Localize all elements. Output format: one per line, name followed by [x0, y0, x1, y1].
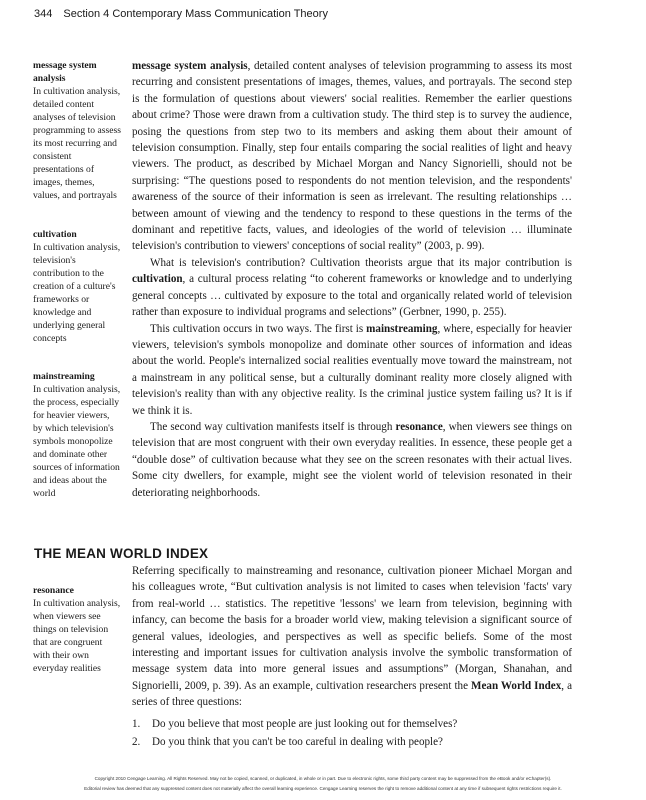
margin-note-resonance [33, 584, 121, 675]
margin-note-mainstreaming [33, 370, 121, 500]
paragraph-text: The second way cultivation manifests itself is through [150, 420, 396, 433]
paragraph-message-system-analysis [132, 58, 572, 255]
paragraph-text: , detailed content analyses of television programming to assess its most recurring and consistent presentations of images, themes, values, and portrayals. The second step is the formulation of questions about viewers' social realities. Remember the earlier questions about crime? Those were drawn from a cultivation study. The third step is to survey the audience, posing the questions from step two to its members and asking them about their amount of television consumption. Finally, step four entails comparing the social realities of light and heavy viewers. The product, as described by Michael Morgan and Nancy Signorielli, should not be surprising: “The questions posed to respondents do not mention television, and the respondents' awareness of the source of their information is seen as irrelevant. The resulting relationships … between amount of viewing and the tendency to respond to these questions in the terms of the dominant and repetitive facts, values, and ideologies of the world of television … illuminate television's contribution to viewers' conceptions of social reality” (2003, p. 99). [132, 60, 572, 253]
margin-note-term: resonance [33, 585, 74, 596]
copyright-notice: Copyright 2010 Cengage Learning. All Rights Reserved. May not be copied, scanned, or duplicated, in whole or in part. Due to electronic rights, some third party content may be suppressed from the eBook and/or eChapter(s). [94, 776, 552, 781]
margin-note-term: cultivation [33, 229, 77, 240]
paragraph-text: Referring specifically to mainstreaming and resonance, cultivation pioneer Michael Morgan and his colleagues wrote, “But cultivation analysis is not limited to cases when television 'facts' vary from real-world … statistics. The repetitive 'lessons' we learn from television, beginning with infancy, can become the basis for a broader world view, making television a significant source of general values, ideologies, and perspectives as well as specific beliefs. Some of the most interesting and important issues for cultivation analysis involve the symbolic transformation of message system data into more general issues and assumptions” (Morgan, Shanahan, and Signorielli, 2009, p. 39). As an example, cultivation researchers present the [132, 565, 572, 692]
paragraph-mean-world-index [132, 563, 572, 711]
paragraph-text: What is television's contribution? Cultivation theorists argue that its major contribution is [150, 256, 572, 269]
mean-world-questions [132, 716, 572, 751]
margin-note-cultivation [33, 228, 121, 345]
margin-note-definition: In cultivation analysis, when viewers see things on television that are congruent with their own everyday realities [33, 598, 121, 674]
section-body-text [132, 563, 572, 711]
list-item-text: Do you believe that most people are just looking out for themselves? [152, 718, 458, 730]
list-number: 2. [132, 735, 141, 748]
key-term: cultivation [132, 273, 183, 286]
key-term: mainstreaming [366, 322, 438, 335]
list-item-text: Do you think that you can't be too careful in dealing with people? [152, 735, 443, 748]
paragraph-text: , a series of three questions: [132, 679, 572, 709]
margin-note-definition: In cultivation analysis, the process, especially for heavier viewers, by which television's symbols monopolize and dominate other sources of information and ideas about the world [33, 384, 121, 499]
paragraph-text: This cultivation occurs in two ways. The first is [150, 322, 367, 335]
paragraph-resonance [132, 419, 572, 501]
section-heading: THE MEAN WORLD INDEX [34, 546, 209, 561]
key-term: message system analysis [132, 60, 248, 72]
paragraph-cultivation [132, 255, 572, 321]
list-item [132, 716, 572, 734]
editorial-notice: Editorial review has deemed that any suppressed content does not materially affect the overall learning experience. Cengage Learning reserves the right to remove additional content at any time if subsequent rights restrictions require it. [84, 786, 562, 791]
key-term: Mean World Index [471, 679, 562, 692]
margin-note-term: mainstreaming [33, 371, 95, 382]
list-item [132, 734, 572, 752]
paragraph-text: , a cultural process relating “to coherent frameworks or knowledge and to underlying general concepts … cultivated by exposure to the total and organically related world of television rather than exposure to individual programs and selections” (Gerbner, 1990, p. 255). [132, 273, 572, 319]
paragraph-text: , where, especially for heavier viewers, television's symbols monopolize and dominate other sources of information and ideas about the world. People's internalized social realities eventually move toward the mainstream, not a mainstream in any political sense, but a culturally dominant reality more closely aligned with television's reality than with any objective reality. Is the criminal justice system failing us? It is if we think it is. [132, 322, 572, 417]
list-number: 1. [132, 718, 141, 730]
margin-note-message-system-analysis [33, 59, 121, 202]
body-text [132, 58, 572, 501]
key-term: resonance [395, 420, 443, 433]
running-header [34, 8, 328, 20]
paragraph-text: , when viewers see things on television that are most congruent with their own everyday realities. In essence, these people get a “double dose” of cultivation because what they see on the screen resonates with their actual lives. Some city dwellers, for example, might see the violent world of television resonated in their deteriorating neighborhoods. [132, 420, 572, 499]
paragraph-mainstreaming [132, 321, 572, 419]
running-title: Section 4 Contemporary Mass Communication Theory [63, 8, 328, 20]
margin-note-definition: In cultivation analysis, television's contribution to the creation of a culture's frameworks or knowledge and underlying general concepts [33, 242, 121, 344]
margin-note-term: message system analysis [33, 60, 97, 84]
margin-note-definition: In cultivation analysis, detailed content analyses of television programming to assess its most recurring and consistent presentations of images, themes, values, and portrayals [33, 86, 121, 201]
page-number: 344 [34, 8, 53, 20]
